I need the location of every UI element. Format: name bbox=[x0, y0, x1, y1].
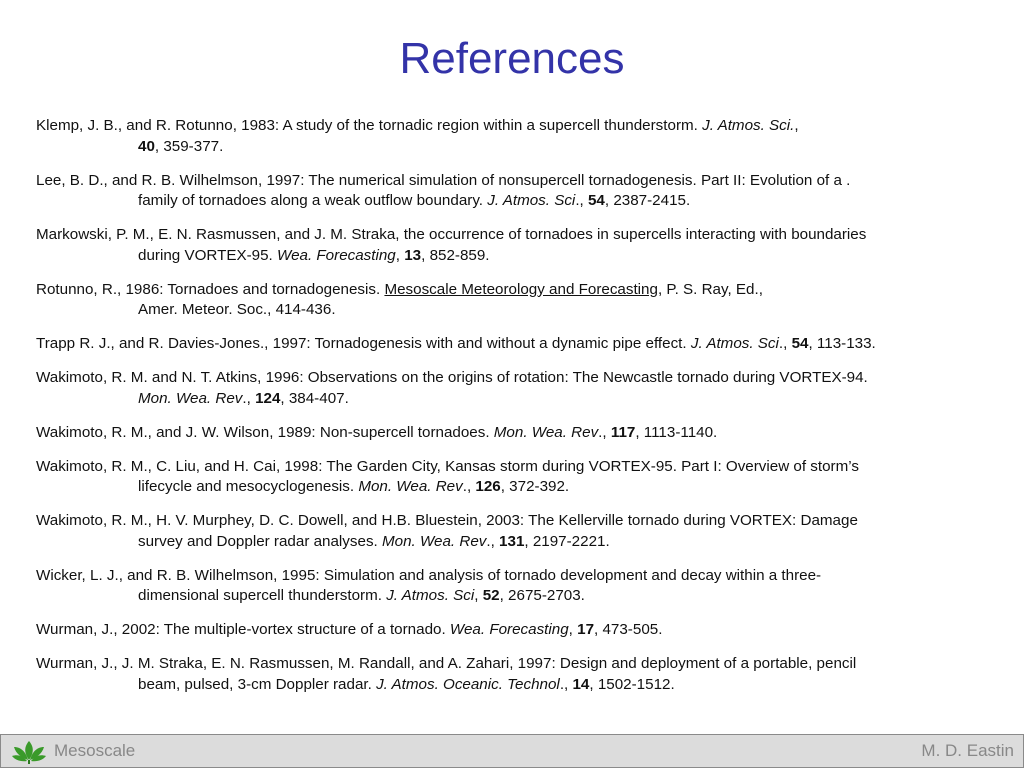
journal-name: Mon. Wea. Rev bbox=[493, 423, 599, 441]
volume: 117 bbox=[610, 423, 636, 441]
reference-item bbox=[36, 620, 996, 641]
pages: , 372-392. bbox=[500, 478, 570, 495]
footer-bar bbox=[0, 734, 1024, 768]
reference-item bbox=[36, 368, 996, 409]
journal-name: J. Atmos. Oceanic. Technol bbox=[376, 675, 560, 693]
volume: 124 bbox=[255, 389, 281, 407]
separator: ., bbox=[778, 335, 792, 352]
reference-item bbox=[36, 566, 996, 607]
pages: , 2675-2703. bbox=[499, 587, 585, 604]
journal-name: Wea. Forecasting bbox=[277, 246, 396, 264]
reference-text: dimensional supercell thunderstorm. bbox=[138, 587, 387, 604]
journal-name: Mon. Wea. Rev bbox=[358, 478, 463, 495]
separator: ., bbox=[242, 389, 256, 407]
reference-item bbox=[36, 225, 996, 266]
journal-name: Mon. Wea. Rev bbox=[381, 532, 487, 550]
volume: 54 bbox=[791, 335, 809, 352]
book-title: Mesoscale Meteorology and Forecasting bbox=[384, 280, 658, 298]
journal-name: J. Atmos. Sci bbox=[386, 587, 475, 604]
volume: 131 bbox=[499, 532, 525, 550]
footer-author-label: M. D. Eastin bbox=[921, 741, 1014, 760]
journal-name: Wea. Forecasting bbox=[449, 621, 569, 638]
reference-item bbox=[36, 116, 996, 157]
volume: 40 bbox=[138, 137, 155, 155]
volume: 52 bbox=[482, 587, 500, 604]
reference-text: Wurman, J., J. M. Straka, E. N. Rasmussen, M. Randall, and A. Zahari, 1997: Design and deployment of a portable, pencil bbox=[36, 655, 857, 672]
reference-text: beam, pulsed, 3-cm Doppler radar. bbox=[138, 675, 377, 693]
reference-text: Amer. Meteor. Soc., 414-436. bbox=[138, 301, 336, 318]
reference-list bbox=[36, 116, 996, 709]
separator: ., bbox=[486, 532, 500, 550]
separator: , bbox=[474, 587, 483, 604]
reference-text: Lee, B. D., and R. B. Wilhelmson, 1997: The numerical simulation of nonsupercell tornadogenesis. Part II: Evolution of a . bbox=[36, 171, 851, 189]
reference-item bbox=[36, 511, 996, 552]
reference-text: , P. S. Ray, Ed., bbox=[657, 280, 763, 298]
journal-name: J. Atmos. Sci bbox=[690, 335, 779, 352]
reference-item bbox=[36, 171, 996, 212]
separator: ., bbox=[575, 192, 588, 209]
reference-text: Wakimoto, R. M., H. V. Murphey, D. C. Dowell, and H.B. Bluestein, 2003: The Kellerville tornado during VORTEX: Damage bbox=[36, 512, 858, 529]
reference-item bbox=[36, 457, 996, 498]
pages: , 473-505. bbox=[594, 621, 663, 638]
pages: , 852-859. bbox=[421, 246, 490, 264]
reference-item bbox=[36, 334, 996, 355]
reference-item bbox=[36, 423, 996, 444]
volume: 14 bbox=[572, 675, 590, 693]
journal-name: J. Atmos. Sci bbox=[487, 192, 576, 209]
pages: , 2387-2415. bbox=[604, 192, 691, 209]
separator: ., bbox=[598, 423, 611, 441]
separator: , bbox=[794, 117, 799, 134]
reference-text: during VORTEX-95. bbox=[138, 246, 278, 264]
reference-text: Klemp, J. B., and R. Rotunno, 1983: A study of the tornadic region within a supercell thunderstorm. bbox=[36, 117, 703, 134]
reference-item bbox=[36, 654, 996, 695]
journal-name: Mon. Wea. Rev bbox=[138, 389, 243, 407]
volume: 17 bbox=[577, 621, 595, 638]
reference-text: survey and Doppler radar analyses. bbox=[138, 532, 382, 550]
volume: 126 bbox=[475, 478, 501, 495]
reference-text: family of tornadoes along a weak outflow boundary. bbox=[138, 192, 488, 209]
separator: ., bbox=[559, 675, 573, 693]
reference-text: Wakimoto, R. M., and J. W. Wilson, 1989: Non-supercell tornadoes. bbox=[36, 423, 494, 441]
separator: , bbox=[568, 621, 578, 638]
volume: 54 bbox=[587, 192, 605, 209]
reference-text: Wakimoto, R. M., C. Liu, and H. Cai, 1998: The Garden City, Kansas storm during VORTEX-95. Part I: Overview of storm’s bbox=[36, 457, 859, 475]
reference-text: Wakimoto, R. M. and N. T. Atkins, 1996: Observations on the origins of rotation: The Newcastle tornado during VORTEX-94. bbox=[36, 369, 868, 386]
journal-name: J. Atmos. Sci. bbox=[702, 117, 795, 134]
reference-text: Markowski, P. M., E. N. Rasmussen, and J. M. Straka, the occurrence of tornadoes in supercells interacting with boundaries bbox=[36, 226, 867, 243]
pages: , 384-407. bbox=[280, 389, 349, 407]
reference-text: Wicker, L. J., and R. B. Wilhelmson, 1995: Simulation and analysis of tornado development and decay within a three- bbox=[36, 566, 822, 584]
footer-course-label: Mesoscale bbox=[54, 741, 136, 760]
pages: , 1113-1140. bbox=[635, 423, 718, 441]
reference-text: Wurman, J., 2002: The multiple-vortex structure of a tornado. bbox=[36, 621, 450, 638]
pages: , 359-377. bbox=[154, 137, 224, 155]
separator: , bbox=[395, 246, 405, 264]
pages: , 2197-2221. bbox=[524, 532, 610, 550]
page-title: References bbox=[399, 34, 625, 83]
reference-text: Rotunno, R., 1986: Tornadoes and tornadogenesis. bbox=[36, 280, 385, 298]
volume: 13 bbox=[404, 246, 422, 264]
pages: , 113-133. bbox=[808, 335, 876, 352]
leaf-logo-icon bbox=[11, 738, 47, 764]
separator: ., bbox=[462, 478, 476, 495]
reference-item bbox=[36, 280, 996, 321]
pages: , 1502-1512. bbox=[589, 675, 675, 693]
reference-text: Trapp R. J., and R. Davies-Jones., 1997: Tornadogenesis with and without a dynamic pipe effect. bbox=[36, 335, 691, 352]
reference-text: lifecycle and mesocyclogenesis. bbox=[138, 478, 359, 495]
